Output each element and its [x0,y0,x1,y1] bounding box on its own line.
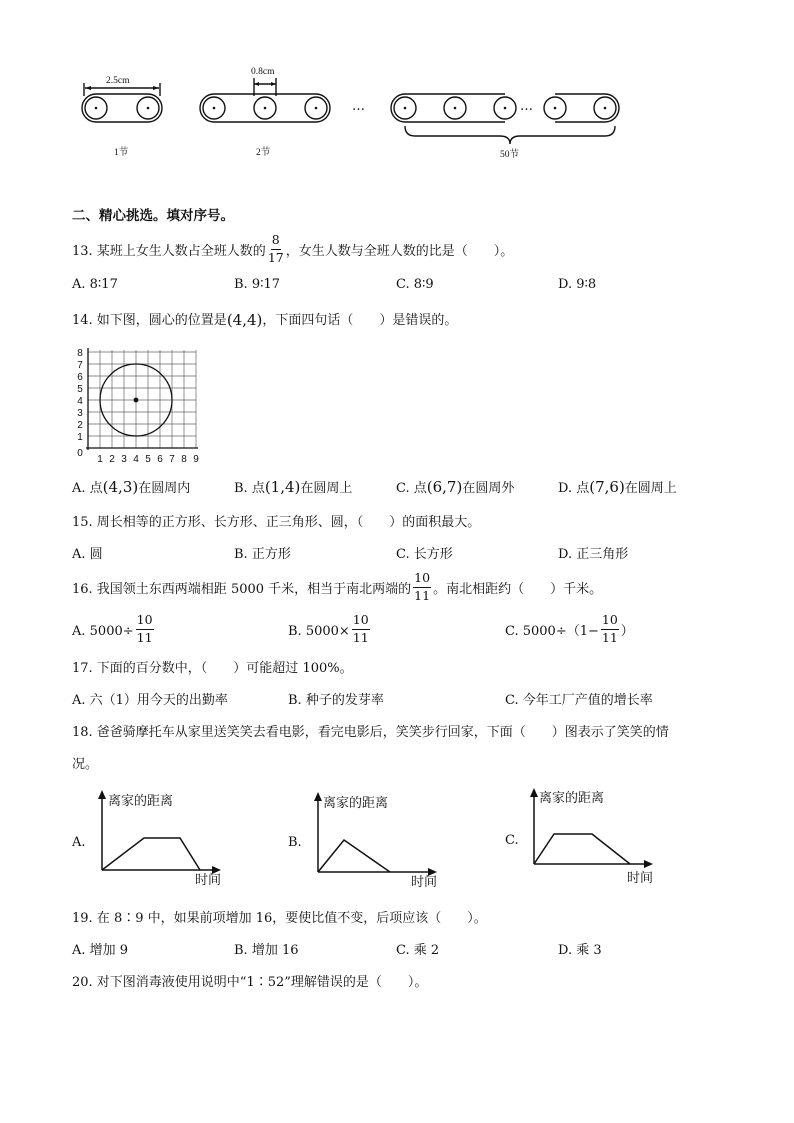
graph-c-x-label: 时间 [627,871,654,886]
q13-text-pre: 13. 某班上女生人数占全班人数的 [72,243,266,259]
q19-stem: 19. 在 8∶9 中，如果前项增加 16，要使比值不变，后项应该（ ）。 [72,911,487,926]
q16-frac-num: 10 [413,572,431,588]
q13-option-d[interactable]: D. 9∶8 [558,277,597,292]
section-title: 二、精心挑选。填对序号。 [72,208,234,224]
q16-opt-a-frac-num: 10 [136,614,154,630]
q14-opt-a-suffix: 在圆周内 [138,481,191,496]
grid-x-label: 8 [181,454,187,465]
q13-option-b[interactable]: B. 9∶17 [234,277,281,292]
q16-opt-c-text: C. 5000÷（1− [505,623,599,639]
q14-option-d[interactable] [558,480,677,495]
graph-b-x-label: 时间 [411,875,438,890]
grid-y-label: 3 [77,408,83,419]
q14-opt-d-suffix: 在圆周上 [624,481,677,496]
chain-2-length-label: 0.8cm [251,67,275,77]
q13-text-post: ，女生人数与全班人数的比是（ ）。 [285,243,514,259]
grid-x-label: 3 [121,454,127,465]
q16-opt-c-close: ） [620,623,634,639]
q17-option-b[interactable]: B. 种子的发芽率 [288,693,384,708]
q14-opt-b-suffix: 在圆周上 [300,481,353,496]
q16-opt-c-frac-den: 11 [601,629,618,645]
q17-option-c[interactable]: C. 今年工厂产值的增长率 [505,693,653,708]
chain-ellipsis: … [352,99,365,114]
q16-option-b[interactable] [288,612,372,646]
grid-y-label: 7 [77,360,83,371]
grid-x-label: 9 [193,454,199,465]
q16-opt-a-fraction [136,614,154,644]
q16-text-post: 。南北相距约（ ）千米。 [433,581,603,597]
coordinate-grid-figure [72,344,202,464]
q18-stem-line1: 18. 爸爸骑摩托车从家里送笑笑去看电影，看完电影后，笑笑步行回家，下面（ ）图表示了笑笑的情 [72,725,669,740]
grid-x-label: 1 [97,454,103,465]
q20-stem: 20. 对下图消毒液使用说明中“1∶52”理解错误的是（ ）。 [72,975,428,990]
q15-option-c[interactable]: C. 长方形 [396,547,453,562]
chain-1-length-label: 2.5cm [106,76,130,86]
q14-text-pre: 14. 如下图，圆心的位置是 [72,313,227,328]
q16-frac-den: 11 [414,587,431,603]
grid-y-label: 1 [77,432,83,443]
q16-opt-c-frac-num: 10 [601,614,619,630]
graph-b-y-label: 离家的距离 [323,796,389,811]
graph-a-x-label: 时间 [195,873,222,888]
grid-x-label: 6 [157,454,163,465]
q15-option-d[interactable]: D. 正三角形 [558,547,629,562]
q14-text-post: ，下面四句话（ ）是错误的。 [262,313,458,328]
q16-stem [72,570,603,604]
q16-option-c[interactable] [505,612,634,646]
q16-fraction [413,572,431,602]
q14-opt-a-point: (4,3) [102,478,139,496]
grid-y-label: 4 [77,396,83,407]
q16-opt-b-frac-num: 10 [352,614,370,630]
q14-option-c[interactable] [396,480,514,495]
q16-opt-a-text: A. 5000÷ [72,623,134,639]
q14-opt-b-prefix: B. 点 [234,481,265,496]
q16-opt-b-fraction [352,614,370,644]
q14-center-coord: (4,4) [226,311,263,329]
q14-opt-d-point: (7,6) [589,478,625,496]
q18-stem-line2: 况。 [72,757,99,772]
q14-opt-c-prefix: C. 点 [396,481,427,496]
chain-caption-50: 50节 [500,150,520,160]
grid-y-label: 5 [77,384,83,395]
grid-x-label: 7 [169,454,175,465]
q16-opt-b-frac-den: 11 [352,629,369,645]
q14-opt-d-prefix: D. 点 [558,481,590,496]
q16-opt-c-fraction [601,614,619,644]
q18-option-a[interactable]: A. [72,835,86,850]
q13-frac-den: 17 [267,249,284,265]
q17-stem: 17. 下面的百分数中，（ ）可能超过 100%。 [72,661,353,676]
q19-option-c[interactable]: C. 乘 2 [396,943,440,958]
q16-option-a[interactable] [72,612,156,646]
q16-opt-a-frac-den: 11 [136,629,153,645]
q16-opt-b-text: B. 5000× [288,623,350,639]
q15-option-a[interactable]: A. 圆 [72,547,103,562]
chain-caption-1: 1节 [114,148,129,158]
q13-frac-num: 8 [271,234,281,250]
q14-opt-a-prefix: A. 点 [72,481,103,496]
grid-y-label: 0 [77,448,83,459]
q14-opt-c-point: (6,7) [426,478,463,496]
q14-option-b[interactable] [234,480,352,495]
q13-option-a[interactable]: A. 8∶17 [72,277,118,292]
grid-y-label: 8 [77,348,83,359]
chain-inner-ellipsis: … [520,99,533,114]
q18-option-b[interactable]: B. [288,835,302,850]
q14-option-a[interactable] [72,480,190,495]
grid-x-label: 2 [109,454,115,465]
chain-caption-2: 2节 [256,148,271,158]
q18-option-c[interactable]: C. [505,833,519,848]
graph-c-y-label: 离家的距离 [539,791,605,806]
q16-text-pre: 16. 我国领土东西两端相距 5000 千米，相当于南北两端的 [72,581,412,597]
graph-a-y-label: 离家的距离 [108,794,174,809]
q14-opt-c-suffix: 在圆周外 [462,481,515,496]
grid-y-label: 2 [77,420,83,431]
q17-option-a[interactable]: A. 六（1）用今天的出勤率 [72,693,228,708]
q15-stem: 15. 周长相等的正方形、长方形、正三角形、圆，（ ）的面积最大。 [72,515,481,530]
q13-fraction [268,234,284,264]
q19-option-a[interactable]: A. 增加 9 [72,943,129,958]
q14-opt-b-point: (1,4) [264,478,301,496]
q19-option-b[interactable]: B. 增加 16 [234,943,299,958]
q13-stem [72,232,514,266]
q19-option-d[interactable]: D. 乘 3 [558,943,602,958]
grid-x-label: 4 [133,454,139,465]
grid-y-label: 6 [77,372,83,383]
q15-option-b[interactable]: B. 正方形 [234,547,291,562]
grid-x-label: 5 [145,454,151,465]
q13-option-c[interactable]: C. 8∶9 [396,277,434,292]
q14-stem [72,313,457,328]
